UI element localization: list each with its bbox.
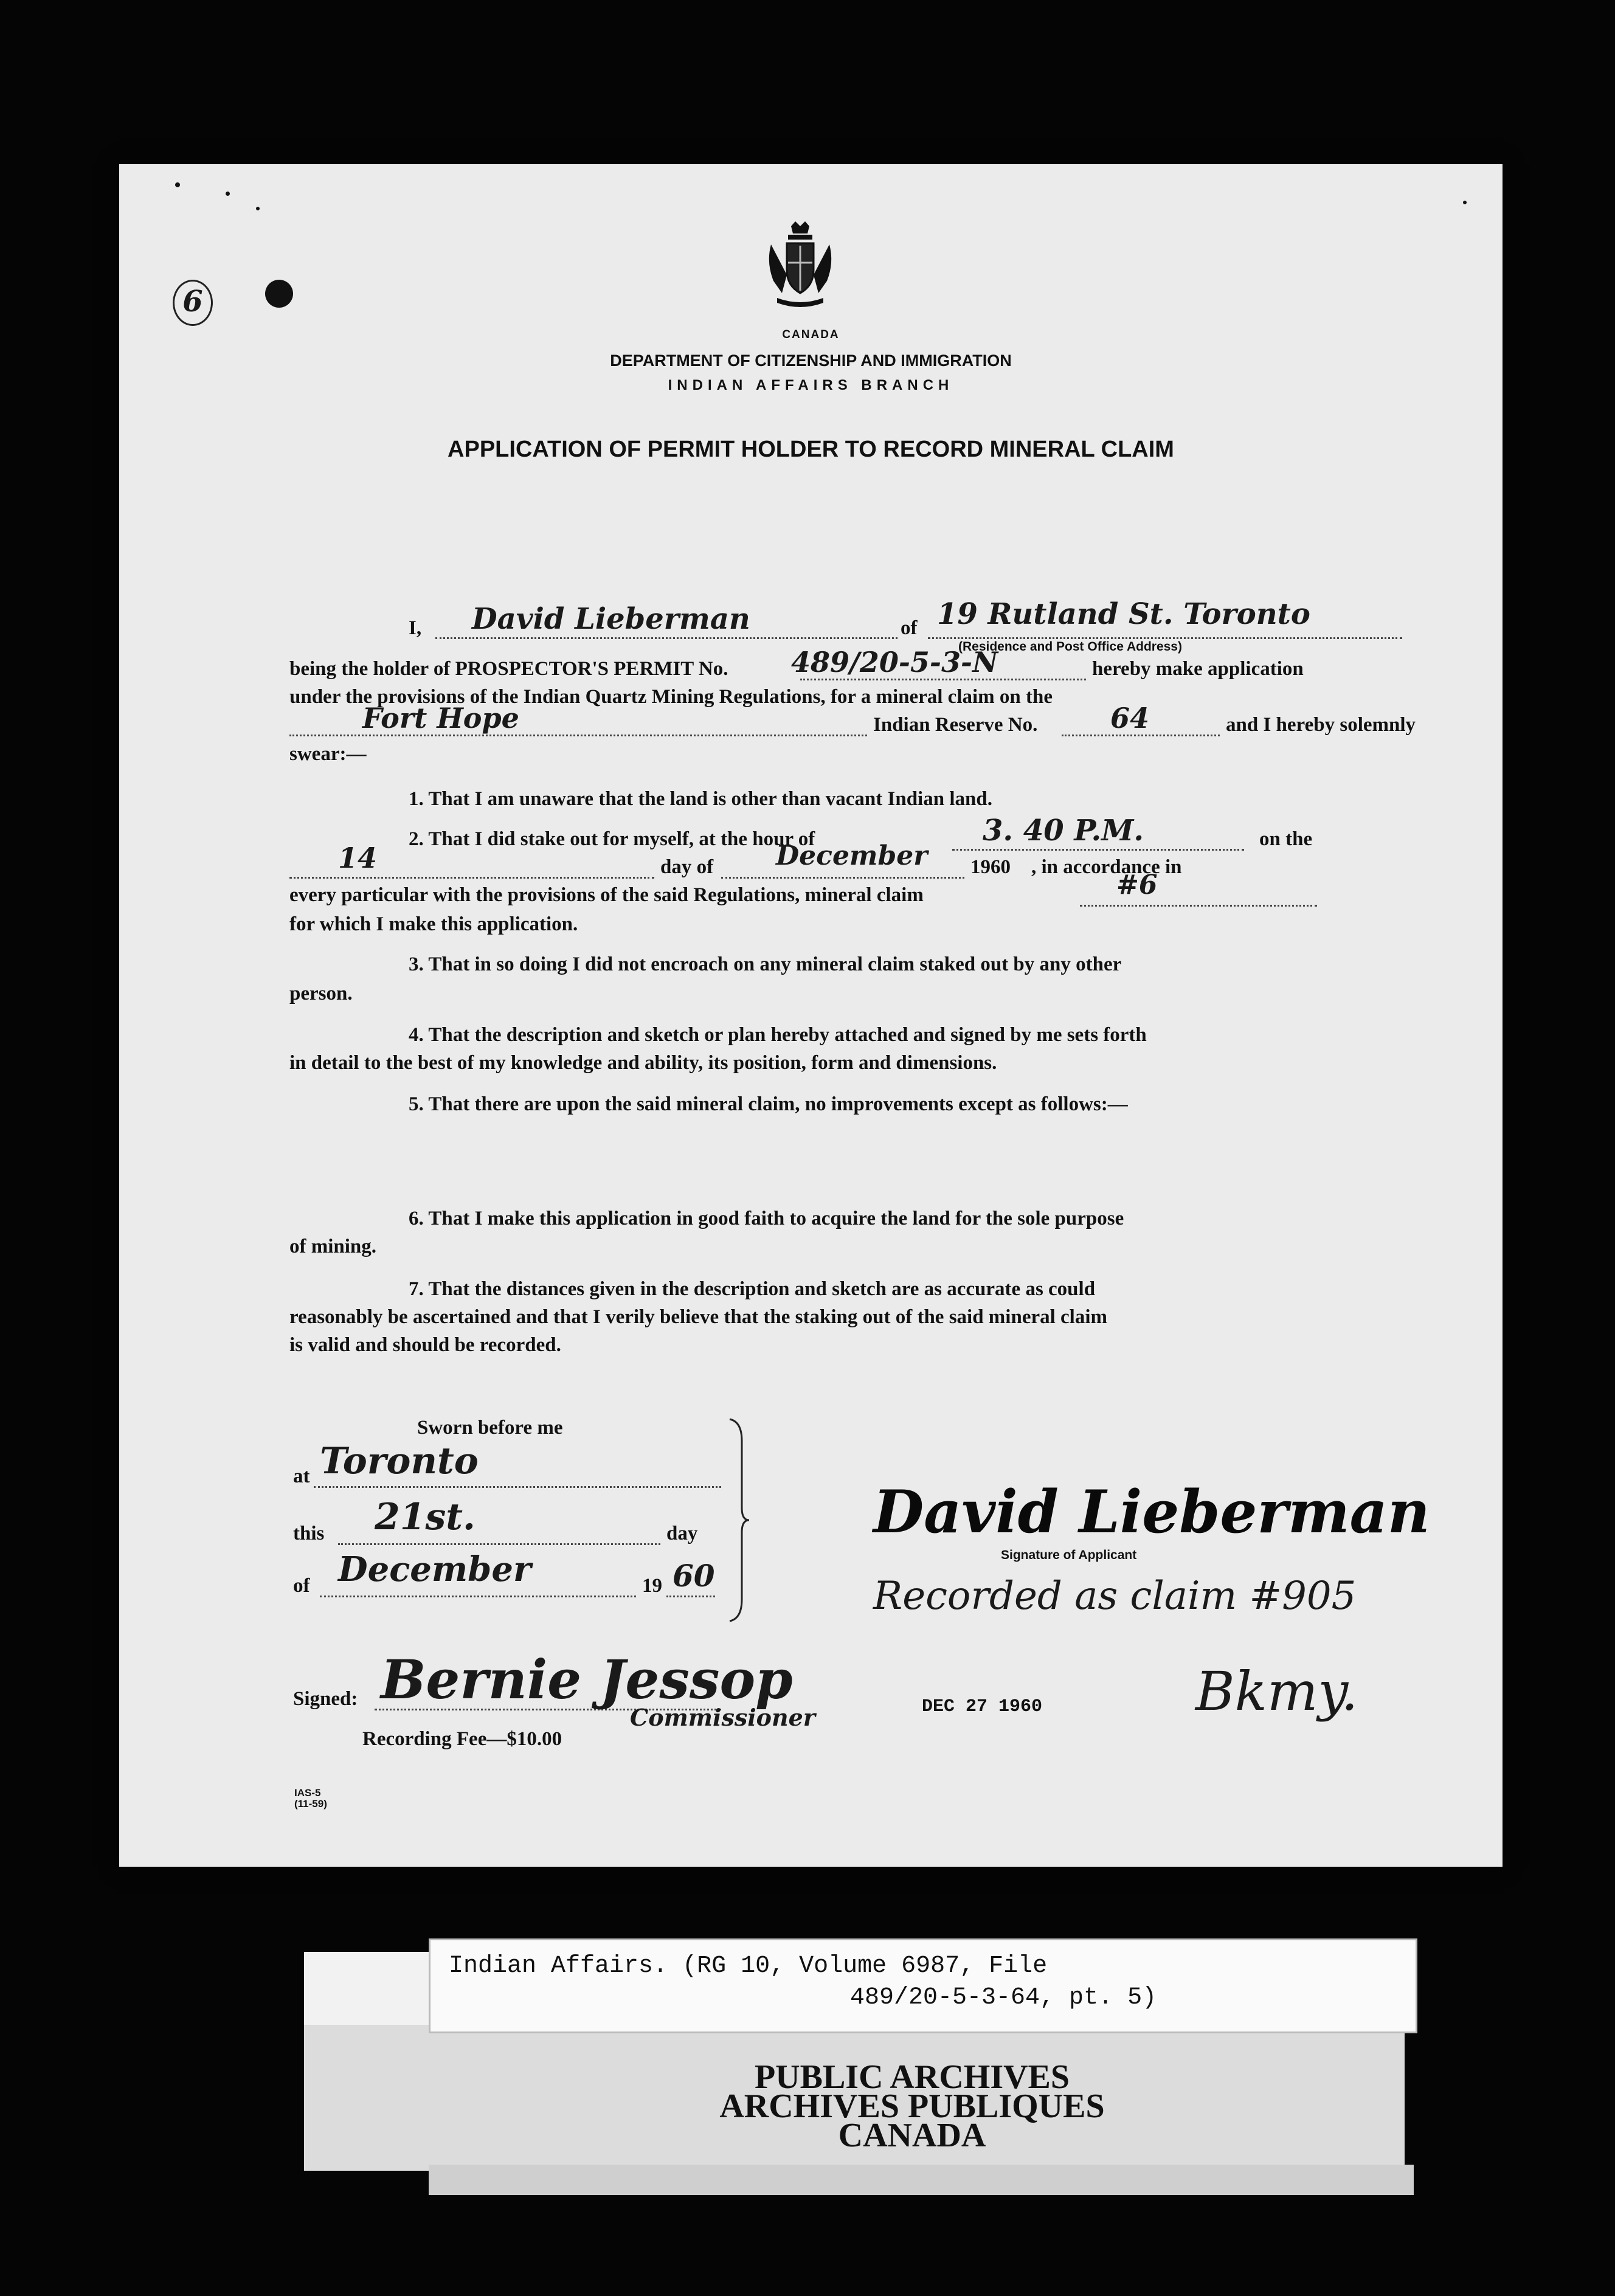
archive-stamp-line-1: PUBLIC ARCHIVES xyxy=(754,2058,1070,2096)
speck xyxy=(1463,201,1467,204)
sworn-brace xyxy=(727,1417,752,1623)
claim-number: #6 xyxy=(1116,870,1158,901)
signature-caption: Signature of Applicant xyxy=(1001,1548,1137,1562)
reserve-no-blank xyxy=(1062,735,1220,736)
speck xyxy=(256,207,260,210)
form-title: APPLICATION OF PERMIT HOLDER TO RECORD MINERAL CLAIM xyxy=(448,437,1174,462)
clause-2-line4: for which I make this application. xyxy=(289,913,578,935)
claim-blank xyxy=(1080,905,1317,907)
document-page xyxy=(119,164,1503,1867)
country-label: CANADA xyxy=(782,328,840,341)
hole-punch-mark xyxy=(265,280,293,308)
clause-7-a: 7. That the distances given in the description and sketch are as accurate as could xyxy=(409,1278,1096,1300)
archive-tag-strip xyxy=(429,2165,1414,2195)
clause-7-b: reasonably be ascertained and that I verily believe that the staking out of the said mineral claim xyxy=(289,1306,1108,1328)
swear-label: swear:— xyxy=(289,743,367,765)
clause-4-a: 4. That the description and sketch or plan hereby attached and signed by me sets forth xyxy=(409,1024,1147,1046)
month-blank xyxy=(721,877,964,879)
archive-stamp xyxy=(608,2058,1216,2154)
sworn-month: December xyxy=(338,1549,531,1589)
regulations-line: under the provisions of the Indian Quartz Mining Regulations, for a mineral claim on the xyxy=(289,686,1053,708)
form-code-line-1: IAS-5 xyxy=(294,1787,321,1799)
recorder-initials: Bkmy. xyxy=(1195,1660,1358,1723)
speck xyxy=(175,182,180,187)
clause-2-line3: every particular with the provisions of the said Regulations, mineral claim xyxy=(289,884,924,906)
at-blank xyxy=(314,1486,721,1488)
clause-2-dayof: day of xyxy=(660,856,714,878)
clause-7-c: is valid and should be recorded. xyxy=(289,1334,561,1356)
clause-2-on: on the xyxy=(1259,828,1313,850)
address-caption: (Residence and Post Office Address) xyxy=(958,640,1182,654)
name-blank xyxy=(435,637,897,639)
sworn-label: Sworn before me xyxy=(417,1417,563,1439)
clause-1: 1. That I am unaware that the land is other than vacant Indian land. xyxy=(409,788,992,810)
permit-number: 489/20-5-3-N xyxy=(791,646,998,679)
recorded-note: Recorded as claim #905 xyxy=(873,1574,1357,1619)
day-label: day xyxy=(666,1523,698,1544)
date-stamp: DEC 27 1960 xyxy=(922,1696,1043,1717)
address-value: 19 Rutland St. Toronto xyxy=(937,597,1310,631)
clause-3-b: person. xyxy=(289,983,353,1005)
recording-fee: Recording Fee—$10.00 xyxy=(362,1728,562,1750)
sworn-place: Toronto xyxy=(320,1440,479,1482)
of-label: of xyxy=(901,617,918,639)
signed-label: Signed: xyxy=(293,1688,358,1710)
coat-of-arms-icon xyxy=(764,220,837,311)
stake-year: 1960 xyxy=(970,856,1011,878)
sworn-year-blank xyxy=(666,1596,715,1597)
reserve-label: Indian Reserve No. xyxy=(873,714,1038,736)
address-blank xyxy=(928,637,1402,639)
citation-line-1: Indian Affairs. (RG 10, Volume 6987, File xyxy=(449,1952,1048,1980)
year-prefix: 19 xyxy=(642,1575,662,1597)
permit-tail: hereby make application xyxy=(1092,658,1304,680)
sworn-day-blank xyxy=(338,1543,660,1545)
sworn-month-blank xyxy=(320,1596,636,1597)
permit-blank xyxy=(800,679,1086,680)
reserve-name: Fort Hope xyxy=(362,702,519,735)
page-number-mark: 6 xyxy=(173,280,213,326)
commissioner-signature: Bernie Jessop xyxy=(381,1648,793,1711)
clause-6-b: of mining. xyxy=(289,1236,377,1257)
of-month-label: of xyxy=(293,1575,310,1597)
clause-2-accord: , in accordance in xyxy=(1031,856,1182,878)
sworn-day: 21st. xyxy=(375,1496,476,1538)
i-label: I, xyxy=(409,617,422,639)
clause-5: 5. That there are upon the said mineral claim, no improvements except as follows:— xyxy=(409,1093,1128,1115)
commissioner-title: Commissioner xyxy=(630,1704,815,1731)
clause-2-a: 2. That I did stake out for myself, at the hour of xyxy=(409,828,815,850)
permit-intro: being the holder of PROSPECTOR'S PERMIT No. xyxy=(289,658,728,680)
applicant-name: David Lieberman xyxy=(472,602,750,636)
applicant-signature: David Lieberman xyxy=(873,1478,1430,1546)
department-label: DEPARTMENT OF CITIZENSHIP AND IMMIGRATION xyxy=(610,351,1012,370)
stake-day: 14 xyxy=(338,842,378,874)
archive-stamp-line-3: CANADA xyxy=(838,2117,986,2154)
form-code xyxy=(294,1788,327,1810)
stake-hour: 3. 40 P.M. xyxy=(983,814,1144,848)
reserve-number: 64 xyxy=(1110,702,1150,735)
clause-6-a: 6. That I make this application in good faith to acquire the land for the sole purpose xyxy=(409,1208,1124,1229)
reserve-blank xyxy=(289,735,867,736)
archive-citation-card xyxy=(429,1938,1417,2033)
citation-line-2: 489/20-5-3-64, pt. 5) xyxy=(850,1984,1157,2011)
archive-stamp-line-2: ARCHIVES PUBLIQUES xyxy=(719,2087,1105,2125)
stake-month: December xyxy=(776,840,928,871)
clause-4-b: in detail to the best of my knowledge and ability, its position, form and dimensions. xyxy=(289,1052,997,1074)
hour-blank xyxy=(952,849,1244,851)
branch-label: INDIAN AFFAIRS BRANCH xyxy=(668,377,954,393)
clause-3-a: 3. That in so doing I did not encroach on any mineral claim staked out by any other xyxy=(409,953,1122,975)
this-label: this xyxy=(293,1523,325,1544)
at-label: at xyxy=(293,1465,310,1487)
reserve-tail: and I hereby solemnly xyxy=(1226,714,1416,736)
speck xyxy=(226,192,230,196)
sworn-year: 60 xyxy=(673,1558,715,1594)
form-code-line-2: (11-59) xyxy=(294,1798,327,1810)
day-blank xyxy=(289,877,654,879)
